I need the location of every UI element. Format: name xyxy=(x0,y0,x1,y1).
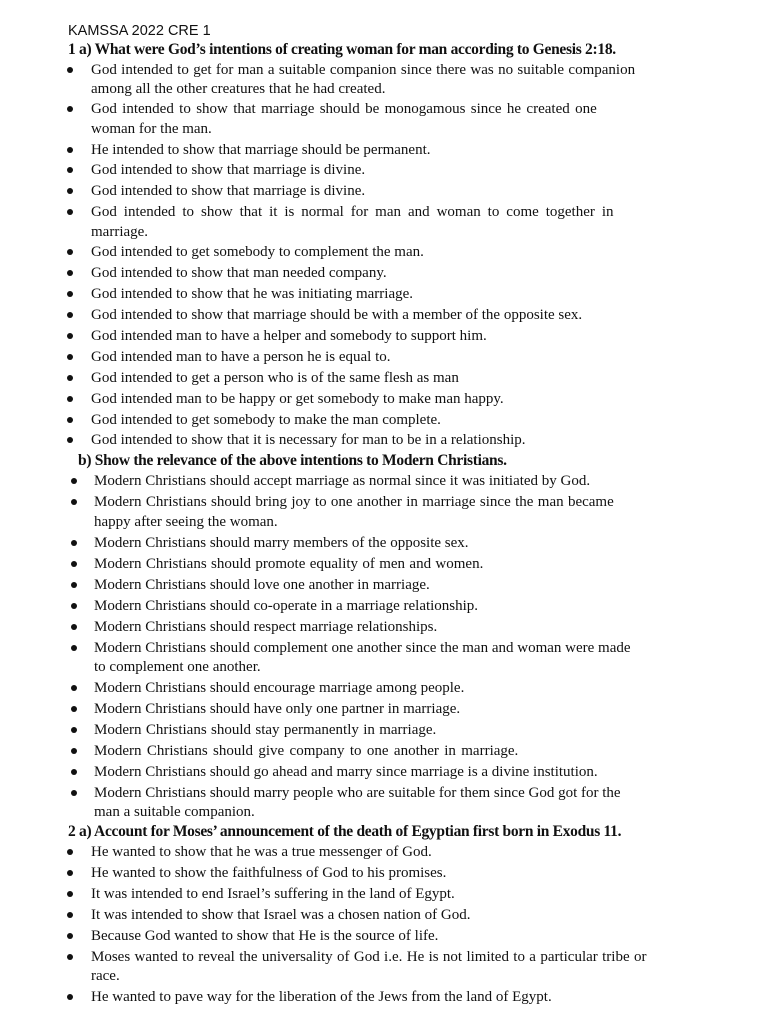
item-line: Modern Christians should encourage marriage among people. xyxy=(94,680,465,696)
item-line: God intended to show that marriage should be monogamous since he created one xyxy=(91,101,597,117)
item-line: God intended to show that he was initiating marriage. xyxy=(91,286,414,302)
bullet-icon xyxy=(71,727,77,733)
bullet-icon xyxy=(67,437,73,443)
item-line: Modern Christians should love one another in marriage. xyxy=(94,577,430,593)
bullet-icon xyxy=(67,870,73,876)
item-line: God intended to show that it is normal for man and woman to come together in xyxy=(91,204,614,220)
bullet-icon xyxy=(71,769,77,775)
bullet-icon xyxy=(67,147,73,153)
bullet-icon xyxy=(71,645,77,651)
item-line: among all the other creatures that he had created. xyxy=(91,81,386,97)
item-line: God intended man to be happy or get somebody to make man happy. xyxy=(91,391,504,407)
bullet-icon xyxy=(67,396,73,402)
item-line: race. xyxy=(91,968,120,984)
item-line: It was intended to end Israel’s suffering in the land of Egypt. xyxy=(91,886,455,902)
question-1a-heading: 1 a) What were God’s intentions of creating woman for man according to Genesis 2:18. xyxy=(68,41,616,58)
item-line: Modern Christians should have only one partner in marriage. xyxy=(94,701,461,717)
document-title: KAMSSA 2022 CRE 1 xyxy=(68,23,211,39)
item-line: happy after seeing the woman. xyxy=(94,514,278,530)
item-line: Modern Christians should stay permanently in marriage. xyxy=(94,722,437,738)
item-line: God intended to show that marriage should be with a member of the opposite sex. xyxy=(91,307,583,323)
bullet-icon xyxy=(67,312,73,318)
item-line: He wanted to show the faithfulness of God to his promises. xyxy=(91,865,447,881)
item-line: man a suitable companion. xyxy=(94,804,255,820)
item-line: He wanted to pave way for the liberation of the Jews from the land of Egypt. xyxy=(91,989,552,1005)
item-line: Modern Christians should accept marriage as normal since it was initiated by God. xyxy=(94,473,591,489)
bullet-icon xyxy=(67,933,73,939)
bullet-icon xyxy=(71,706,77,712)
item-line: to complement one another. xyxy=(94,659,261,675)
bullet-icon xyxy=(67,954,73,960)
item-line: marriage. xyxy=(91,224,149,240)
item-line: God intended to show that man needed company. xyxy=(91,265,387,281)
item-line: God intended to show that marriage is divine. xyxy=(91,183,366,199)
question-1b-heading: b) Show the relevance of the above intentions to Modern Christians. xyxy=(78,452,507,469)
item-line: God intended to get somebody to make the man complete. xyxy=(91,412,441,428)
item-line: Modern Christians should go ahead and marry since marriage is a divine institution. xyxy=(94,764,598,780)
item-line: God intended to get a person who is of the same flesh as man xyxy=(91,370,459,386)
bullet-icon xyxy=(67,209,73,215)
item-line: Because God wanted to show that He is the source of life. xyxy=(91,928,439,944)
item-line: God intended to show that it is necessary for man to be in a relationship. xyxy=(91,432,526,448)
item-line: God intended to get somebody to complement the man. xyxy=(91,244,424,260)
bullet-icon xyxy=(67,891,73,897)
bullet-icon xyxy=(67,270,73,276)
bullet-icon xyxy=(71,685,77,691)
bullet-icon xyxy=(71,624,77,630)
item-line: God intended man to have a person he is equal to. xyxy=(91,349,391,365)
bullet-icon xyxy=(71,561,77,567)
item-line: Modern Christians should give company to one another in marriage. xyxy=(94,743,519,759)
bullet-icon xyxy=(67,417,73,423)
item-line: God intended to get for man a suitable companion since there was no suitable companion xyxy=(91,62,636,78)
item-line: Modern Christians should bring joy to one another in marriage since the man became xyxy=(94,494,614,510)
bullet-icon xyxy=(67,354,73,360)
item-line: Modern Christians should promote equality of men and women. xyxy=(94,556,484,572)
question-2a-heading: 2 a) Account for Moses’ announcement of the death of Egyptian first born in Exodus 11. xyxy=(68,823,622,840)
item-line: Modern Christians should respect marriage relationships. xyxy=(94,619,438,635)
item-line: God intended man to have a helper and somebody to support him. xyxy=(91,328,487,344)
bullet-icon xyxy=(67,912,73,918)
bullet-icon xyxy=(71,478,77,484)
bullet-icon xyxy=(71,582,77,588)
bullet-icon xyxy=(67,188,73,194)
bullet-icon xyxy=(67,375,73,381)
item-line: Modern Christians should marry members of the opposite sex. xyxy=(94,535,469,551)
item-line: Moses wanted to reveal the universality of God i.e. He is not limited to a particular tribe or xyxy=(91,949,647,965)
item-line: It was intended to show that Israel was a chosen nation of God. xyxy=(91,907,471,923)
item-line: He wanted to show that he was a true messenger of God. xyxy=(91,844,432,860)
bullet-icon xyxy=(71,748,77,754)
item-line: He intended to show that marriage should be permanent. xyxy=(91,142,431,158)
bullet-icon xyxy=(67,106,73,112)
item-line: God intended to show that marriage is divine. xyxy=(91,162,366,178)
bullet-icon xyxy=(71,790,77,796)
bullet-icon xyxy=(67,249,73,255)
item-line: Modern Christians should co-operate in a marriage relationship. xyxy=(94,598,479,614)
bullet-icon xyxy=(71,540,77,546)
bullet-icon xyxy=(67,333,73,339)
item-line: Modern Christians should marry people who are suitable for them since God got for the xyxy=(94,785,621,801)
bullet-icon xyxy=(67,994,73,1000)
bullet-icon xyxy=(71,499,77,505)
item-line: Modern Christians should complement one another since the man and woman were made xyxy=(94,640,631,656)
bullet-icon xyxy=(67,167,73,173)
bullet-icon xyxy=(71,603,77,609)
item-line: woman for the man. xyxy=(91,121,212,137)
bullet-icon xyxy=(67,849,73,855)
bullet-icon xyxy=(67,291,73,297)
bullet-icon xyxy=(67,67,73,73)
